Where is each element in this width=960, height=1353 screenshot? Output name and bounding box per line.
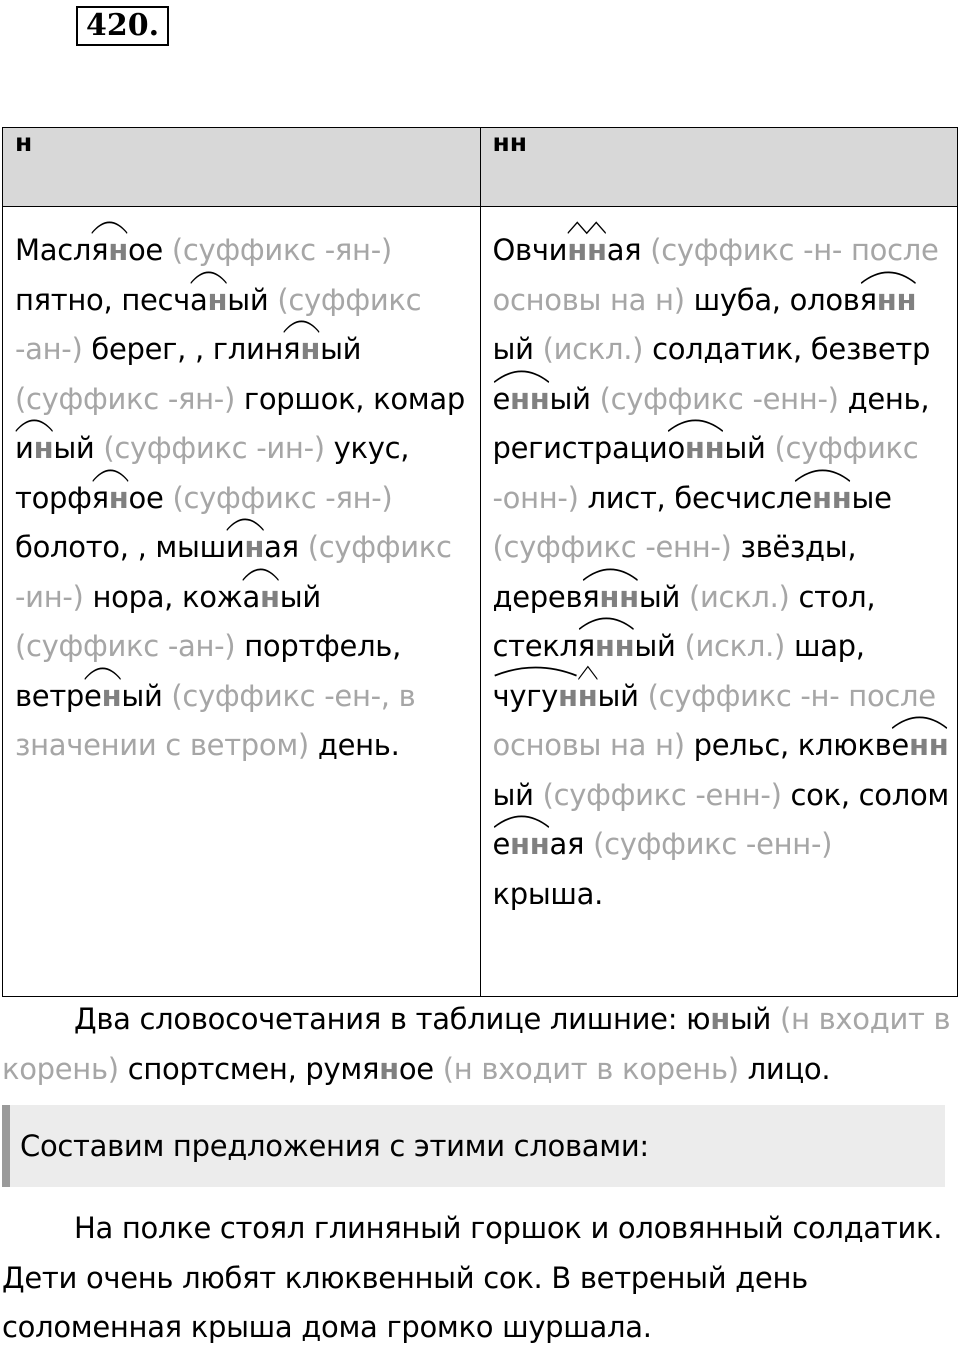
arc-mark	[226, 514, 264, 532]
nn-run-50: н	[928, 728, 949, 762]
n-run-15: горшок, комар	[234, 381, 465, 416]
n-run-5: пятно, песч	[15, 282, 191, 317]
n-run-3: ое	[127, 233, 172, 267]
n-run-19: (суффикс -ин-)	[103, 431, 325, 465]
nn-run-38: н	[614, 629, 635, 663]
sentences-text: На полке стоял глиняный горшок и оловянный солдатик. Дети очень любят клюквенный сок. В ветреный день соломенная крыша дома громко шуршала.	[2, 1211, 943, 1344]
suffix-arc-group	[578, 672, 598, 722]
arc-mark	[190, 267, 227, 285]
n-run-35: портфель, ветр	[15, 629, 402, 713]
n-run-14: (суффикс -ян-)	[15, 381, 235, 416]
suffix-arc-group	[283, 325, 320, 375]
nn-run-35: стол, стекл	[492, 579, 876, 663]
arc-mark	[582, 564, 639, 582]
nn-run-44: н	[577, 678, 598, 713]
extra-run-8: лицо.	[738, 1051, 831, 1086]
nn-run-13: н	[510, 381, 530, 416]
arc-mark	[493, 811, 550, 829]
arc-mark	[242, 564, 279, 582]
n-run-4: (суффикс -ян-)	[171, 233, 392, 267]
n-run-8: ый	[227, 282, 278, 317]
n-run-2: н	[108, 233, 128, 267]
arc-mark	[84, 663, 121, 681]
sentences-paragraph	[2, 1204, 957, 1353]
nn-run-8: н	[896, 282, 917, 317]
nn-run-23: лист, бесчисл	[578, 480, 795, 515]
n-run-21: я	[91, 480, 109, 515]
arc-mark	[578, 613, 635, 631]
extra-words-paragraph	[2, 995, 957, 1094]
nn-run-51: ый	[492, 777, 543, 812]
nn-run-6: я	[859, 282, 877, 317]
nn-run-55: н	[510, 827, 530, 861]
nn-run-28: (суффикс -енн-)	[492, 530, 732, 564]
n-run-9: (суффикс -ан-)	[15, 282, 422, 366]
nn-run-48: е	[891, 728, 909, 762]
suffix-arc-group	[242, 573, 279, 623]
extra-run-6: ое	[398, 1051, 443, 1086]
nn-run-25: н	[811, 480, 832, 515]
arc-mark	[493, 663, 578, 681]
nn-run-27: ые	[851, 480, 892, 515]
suffix-arc-group	[84, 672, 121, 722]
cell-nn	[480, 207, 958, 997]
exercise-number: 420.	[76, 6, 169, 46]
nn-run-16: (суффикс -енн-)	[599, 381, 839, 416]
nn-run-52: (суффикс -енн-)	[542, 777, 782, 812]
suffix-arc-group	[667, 424, 724, 474]
n-run-13: ый	[320, 332, 362, 366]
nn-run-49: н	[908, 728, 929, 762]
nn-run-37: н	[594, 629, 615, 663]
nn-run-22: (суффикс -онн-)	[492, 431, 919, 515]
n-run-6: а	[190, 282, 208, 317]
n-run-16: и	[15, 431, 34, 465]
n-run-28: ая	[264, 530, 308, 564]
n-run-39: (суффикс -ен-, в значении с ветром)	[15, 678, 416, 762]
suffix-arc-group	[860, 276, 917, 326]
n-run-29: (суффикс -ин-)	[15, 530, 452, 614]
nn-run-42: чугу	[492, 678, 558, 713]
nn-run-40: (искл.)	[684, 629, 786, 663]
n-run-7: н	[207, 282, 228, 317]
arc-mark	[283, 316, 320, 334]
extra-run-7: (н входит в корень)	[442, 1051, 739, 1086]
nn-run-7: н	[876, 282, 897, 317]
nn-run-36: я	[577, 629, 595, 663]
n-run-17: н	[33, 431, 54, 465]
nn-run-43: н	[558, 678, 578, 713]
nn-run-0: Овчи	[492, 233, 568, 267]
nn-run-12: е	[492, 381, 511, 416]
spelling-table	[2, 127, 958, 997]
nn-run-53: сок, солом	[781, 777, 950, 812]
arc-mark	[891, 712, 948, 730]
nn-run-19: н	[684, 431, 705, 465]
suffix-arc-group	[891, 721, 948, 771]
extra-run-2: ый	[729, 1002, 781, 1036]
n-run-33: ый	[279, 579, 321, 614]
nn-run-47: рельс, клюкв	[684, 728, 892, 762]
nn-run-4: (суффикс -н- после основы на н)	[492, 233, 939, 317]
nn-run-11: солдатик, безветр	[643, 332, 931, 366]
suffix-arc-group	[91, 226, 128, 276]
extra-run-4: спортсмен, румя	[118, 1051, 380, 1086]
arc-mark	[667, 415, 724, 433]
nn-run-5: шуба, олов	[684, 282, 860, 317]
suffix-arc-group	[190, 276, 227, 326]
n-run-26: и	[225, 530, 245, 564]
arc-mark	[860, 267, 917, 285]
nn-run-15: ый	[549, 381, 600, 416]
section-heading: Составим предложения с этими словами:	[2, 1105, 945, 1187]
n-run-38: ый	[121, 678, 172, 713]
n-run-0: Масл	[15, 233, 92, 267]
nn-run-3: ая	[606, 233, 651, 267]
extra-run-1: н	[710, 1002, 730, 1036]
n-run-11: я	[283, 332, 301, 366]
nn-run-21: ый	[724, 431, 775, 465]
extra-run-0: Два словосочетания в таблице лишние: ю	[74, 1002, 711, 1036]
nn-run-10: (искл.)	[542, 332, 644, 366]
header-n: н	[3, 128, 481, 207]
suffix-arc-group	[493, 820, 550, 870]
nn-run-33: ый	[638, 579, 689, 614]
nn-run-30: я	[582, 579, 600, 614]
cell-n	[3, 207, 481, 997]
nn-run-17: день, регистраци	[492, 381, 930, 465]
nn-run-56: н	[529, 827, 550, 861]
arc-mark	[578, 663, 598, 681]
n-run-1: я	[91, 233, 109, 267]
nn-run-14: н	[529, 381, 550, 416]
suffix-arc-group	[493, 672, 578, 722]
suffix-arc-group	[493, 375, 550, 425]
nn-run-54: е	[492, 827, 511, 861]
cell-n-text	[15, 226, 472, 771]
nn-run-32: н	[619, 579, 639, 614]
nn-run-18: о	[667, 431, 685, 465]
n-run-40: день.	[308, 728, 400, 762]
nn-run-2: н	[586, 233, 607, 267]
extra-run-3: (н входит в корень)	[2, 1002, 951, 1086]
n-run-25: болото, , мыш	[15, 530, 226, 564]
nn-run-59: крыша.	[492, 876, 604, 911]
nn-run-34: (искл.)	[688, 579, 790, 614]
nn-run-45: ый	[597, 678, 648, 713]
n-run-12: н	[300, 332, 321, 366]
arc-mark	[493, 366, 550, 384]
n-run-34: (суффикс -ан-)	[15, 629, 236, 663]
nn-run-46: (суффикс -н- после основы на н)	[492, 678, 936, 762]
arc-mark	[794, 465, 851, 483]
header-nn: нн	[480, 128, 958, 207]
suffix-arc-group	[794, 474, 851, 524]
nn-run-57: ая	[549, 827, 594, 861]
nn-run-26: н	[831, 480, 852, 515]
suffix-arc-group	[15, 424, 53, 474]
n-run-31: а	[242, 579, 260, 614]
n-run-24: (суффикс -ян-)	[172, 480, 393, 515]
nn-run-58: (суффикс -енн-)	[593, 827, 833, 861]
n-run-32: н	[259, 579, 280, 614]
nn-run-24: е	[794, 480, 812, 515]
arc-mark	[92, 465, 129, 483]
nn-run-39: ый	[634, 629, 685, 663]
n-run-36: е	[84, 678, 102, 713]
extra-run-5: н	[379, 1051, 399, 1086]
nn-run-9: ый	[492, 332, 543, 366]
nn-run-1: н	[567, 233, 587, 267]
n-run-37: н	[101, 678, 122, 713]
n-run-23: ое	[128, 480, 173, 515]
nn-run-31: н	[599, 579, 620, 614]
arc-mark	[15, 415, 53, 433]
n-run-30: нора, кож	[83, 579, 243, 614]
arc-mark	[567, 217, 607, 235]
n-run-20: укус, торф	[15, 431, 410, 515]
nn-run-29: звёзды, дерев	[492, 530, 857, 614]
cell-nn-text	[493, 226, 950, 919]
n-run-27: н	[244, 530, 265, 564]
nn-run-41: шар,	[785, 629, 865, 663]
n-run-10: берег, , глин	[82, 332, 284, 366]
n-run-22: н	[108, 480, 129, 515]
arc-mark	[91, 217, 128, 235]
suffix-arc-group	[92, 474, 129, 524]
nn-run-20: н	[704, 431, 725, 465]
suffix-arc-group	[567, 226, 607, 276]
n-run-18: ый	[53, 431, 104, 465]
